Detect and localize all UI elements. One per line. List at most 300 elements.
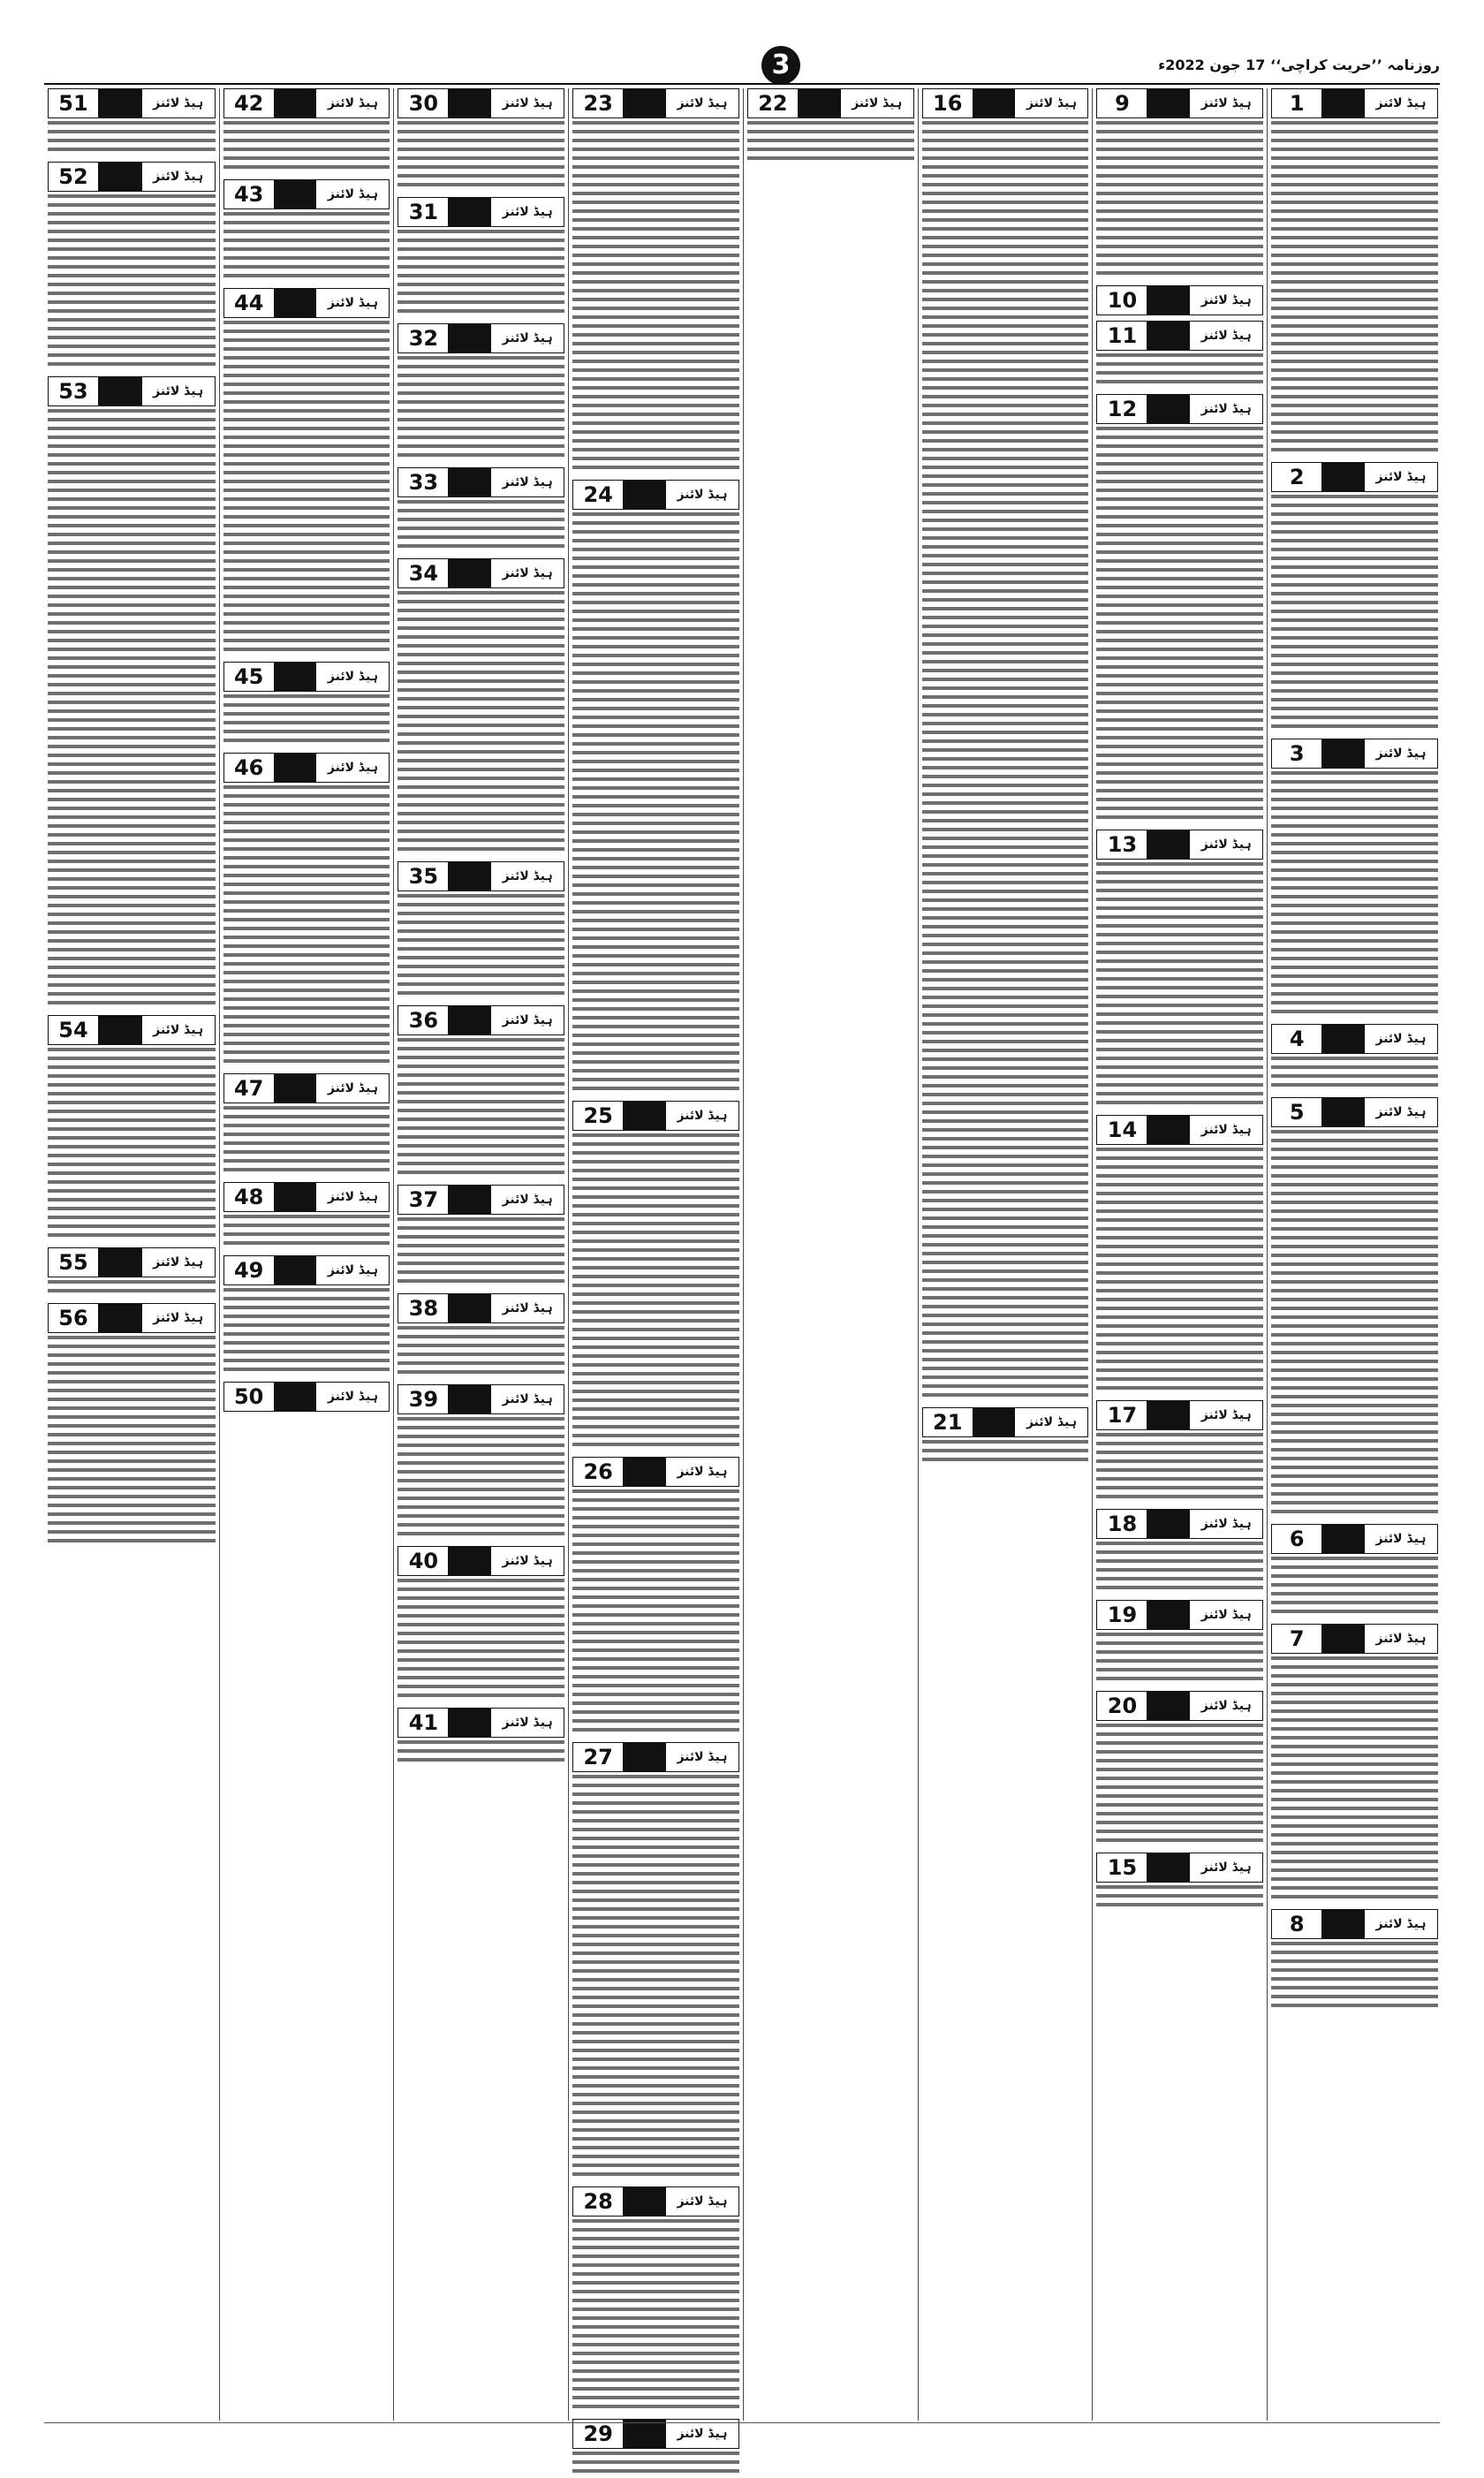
label-black-band — [973, 1408, 1016, 1436]
news-text-block — [747, 121, 914, 165]
headline-label: ہیڈ لائنز — [502, 1013, 553, 1027]
headline-label: ہیڈ لائنز — [677, 96, 728, 110]
news-item — [1096, 1691, 1263, 1847]
headline-label-bar — [1096, 1400, 1263, 1430]
headline-label-bar — [48, 1015, 216, 1045]
headline-label: ہیڈ لائنز — [1200, 329, 1252, 343]
headline-label-bar — [1096, 285, 1263, 315]
item-number: 38 — [408, 1296, 439, 1321]
news-text-block — [572, 2451, 739, 2478]
headline-label: ہیڈ لائنز — [1375, 470, 1427, 484]
label-black-band — [623, 89, 666, 117]
headline-label-bar — [1271, 1524, 1438, 1554]
news-item — [1096, 88, 1263, 280]
item-number: 33 — [408, 470, 439, 495]
news-column — [1092, 88, 1267, 2421]
news-text-block — [1271, 1130, 1438, 1519]
label-black-band — [1321, 463, 1365, 491]
item-number: 49 — [233, 1258, 264, 1283]
headline-label-bar — [1096, 394, 1263, 424]
headline-label-bar — [398, 1546, 564, 1576]
news-item — [1096, 1115, 1263, 1395]
label-black-band — [98, 1016, 142, 1044]
label-black-band — [1147, 830, 1190, 859]
headline-label: ہیڈ لائنز — [677, 488, 728, 502]
footer-rule — [44, 2422, 1440, 2423]
headline-label: ہیڈ لائنز — [502, 1392, 553, 1406]
headline-label: ہیڈ لائنز — [502, 331, 553, 345]
news-item — [1271, 1024, 1438, 1092]
news-item — [922, 1407, 1089, 1466]
news-item — [1271, 462, 1438, 733]
item-number: 12 — [1107, 397, 1138, 421]
headline-label: ہیڈ لائنز — [502, 1554, 553, 1568]
headline-label-bar — [398, 467, 564, 497]
item-number: 17 — [1107, 1403, 1138, 1428]
label-black-band — [1321, 1525, 1365, 1553]
item-number: 19 — [1107, 1603, 1138, 1627]
label-black-band — [1321, 739, 1365, 768]
news-text-block — [1096, 1885, 1263, 1912]
headline-label-bar — [223, 179, 390, 209]
news-item — [1271, 1624, 1438, 1904]
news-item — [223, 1382, 390, 1412]
label-black-band — [1147, 1116, 1190, 1144]
news-text-block — [398, 1417, 564, 1541]
news-item — [1096, 285, 1263, 315]
item-number: 39 — [408, 1387, 439, 1412]
headline-label-bar — [1271, 1624, 1438, 1654]
headline-label: ہیڈ لائنز — [327, 761, 378, 775]
headline-label-bar — [223, 1255, 390, 1285]
headline-label-bar — [922, 1407, 1089, 1437]
label-black-band — [1147, 1853, 1190, 1882]
news-text-block — [1096, 353, 1263, 389]
headline-label: ہیڈ لائنز — [153, 1255, 204, 1269]
news-item — [398, 467, 564, 553]
news-text-block — [398, 1740, 564, 1767]
item-number: 7 — [1289, 1626, 1305, 1651]
headline-label: ہیڈ لائنز — [677, 2194, 728, 2209]
headline-label-bar — [1096, 1853, 1263, 1883]
headline-label-bar — [922, 88, 1089, 118]
headline-label-bar — [1271, 88, 1438, 118]
headline-label: ہیڈ لائنز — [327, 1263, 378, 1277]
headline-label: ہیڈ لائنز — [1200, 293, 1252, 307]
news-item — [1096, 321, 1263, 389]
headline-label-bar — [48, 162, 216, 192]
headline-label: ہیڈ لائنز — [1200, 96, 1252, 110]
item-number: 22 — [758, 91, 788, 116]
headline-label-bar — [1096, 1691, 1263, 1721]
headline-label-bar — [223, 1182, 390, 1212]
item-number: 41 — [408, 1710, 439, 1735]
masthead-title: روزنامہ ’’حریت کراچی‘‘ 17 جون 2022ء — [1158, 57, 1440, 73]
item-number: 26 — [583, 1459, 613, 1484]
news-text-block — [1271, 1557, 1438, 1618]
label-black-band — [274, 89, 317, 117]
headline-label: ہیڈ لائنز — [327, 1190, 378, 1204]
news-item — [48, 1015, 216, 1242]
news-text-block — [398, 356, 564, 462]
item-number: 8 — [1289, 1912, 1305, 1936]
news-item — [572, 480, 739, 1095]
headline-label: ہیڈ لائنز — [502, 205, 553, 219]
item-number: 13 — [1107, 832, 1138, 857]
headline-label: ہیڈ لائنز — [327, 187, 378, 201]
label-black-band — [448, 198, 491, 226]
headline-label-bar — [572, 2186, 739, 2217]
news-text-block — [1271, 121, 1438, 457]
headline-label-bar — [1096, 830, 1263, 860]
news-text-block — [1096, 862, 1263, 1110]
item-number: 10 — [1107, 288, 1138, 313]
news-item — [922, 88, 1089, 1402]
news-item — [48, 162, 216, 371]
news-item — [223, 288, 390, 656]
news-text-block — [223, 212, 390, 283]
news-text-block — [223, 1215, 390, 1250]
headline-label-bar — [48, 1303, 216, 1333]
news-item — [223, 88, 390, 174]
label-black-band — [448, 1294, 491, 1322]
label-black-band — [274, 1256, 317, 1284]
news-item — [223, 1255, 390, 1376]
news-item — [398, 1708, 564, 1767]
item-number: 6 — [1289, 1527, 1305, 1551]
headline-label: ہیڈ لائنز — [327, 1081, 378, 1095]
news-item — [223, 1182, 390, 1250]
label-black-band — [623, 481, 666, 509]
news-item — [572, 1457, 739, 1737]
item-number: 54 — [58, 1018, 88, 1042]
item-number: 32 — [408, 326, 439, 351]
label-black-band — [1147, 286, 1190, 314]
headline-label: ہیڈ لائنز — [1200, 402, 1252, 416]
item-number: 16 — [933, 91, 963, 116]
headline-label: ہیڈ لائنز — [502, 869, 553, 883]
news-item — [223, 179, 390, 283]
label-black-band — [98, 1304, 142, 1332]
item-number: 37 — [408, 1187, 439, 1212]
news-item — [1271, 1524, 1438, 1618]
item-number: 47 — [233, 1076, 264, 1101]
item-number: 25 — [583, 1103, 613, 1128]
headline-label: ہیڈ لائنز — [502, 1193, 553, 1207]
label-black-band — [1147, 1601, 1190, 1629]
news-item — [48, 88, 216, 156]
headline-label: ہیڈ لائنز — [1375, 1532, 1427, 1546]
news-text-block — [1271, 495, 1438, 733]
item-number: 4 — [1289, 1027, 1305, 1051]
item-number: 3 — [1289, 741, 1305, 766]
news-item — [398, 1185, 564, 1288]
news-item — [1271, 739, 1438, 1019]
headline-label-bar — [398, 88, 564, 118]
news-text-block — [223, 1106, 390, 1177]
news-text-block — [1271, 1057, 1438, 1092]
news-column — [44, 88, 219, 2421]
label-black-band — [623, 1102, 666, 1130]
item-number: 48 — [233, 1185, 264, 1209]
news-text-block — [922, 1440, 1089, 1466]
item-number: 29 — [583, 2421, 613, 2446]
news-text-block — [48, 409, 216, 1010]
news-item — [398, 323, 564, 462]
news-text-block — [48, 1048, 216, 1242]
headline-label: ہیڈ لائنز — [1375, 1632, 1427, 1646]
headline-label: ہیڈ لائنز — [502, 475, 553, 489]
news-text-block — [1271, 771, 1438, 1019]
headline-label-bar — [1271, 739, 1438, 769]
headline-label-bar — [572, 88, 739, 118]
label-black-band — [448, 1006, 491, 1034]
label-black-band — [623, 1743, 666, 1771]
news-item — [572, 88, 739, 474]
news-text-block — [398, 1326, 564, 1379]
news-item — [1096, 394, 1263, 824]
label-black-band — [274, 289, 317, 317]
headline-label-bar — [398, 323, 564, 353]
news-text-block — [223, 121, 390, 174]
news-text-block — [223, 1288, 390, 1376]
headline-label-bar — [572, 480, 739, 510]
news-item — [398, 1293, 564, 1379]
item-number: 2 — [1289, 465, 1305, 489]
label-black-band — [98, 377, 142, 405]
headline-label-bar — [1271, 1097, 1438, 1127]
label-black-band — [798, 89, 841, 117]
news-text-block — [1096, 121, 1263, 280]
item-number: 36 — [408, 1008, 439, 1033]
headline-label: ہیڈ لائنز — [153, 384, 204, 398]
label-black-band — [1321, 89, 1365, 117]
headline-label: ہیڈ لائنز — [1026, 96, 1077, 110]
headline-label: ہیڈ لائنز — [1026, 1415, 1077, 1429]
item-number: 31 — [408, 200, 439, 224]
item-number: 45 — [233, 664, 264, 689]
news-text-block — [1271, 1942, 1438, 2012]
label-black-band — [274, 1074, 317, 1103]
news-item — [1271, 1097, 1438, 1519]
label-black-band — [973, 89, 1016, 117]
headline-label-bar — [398, 1384, 564, 1414]
headline-label-bar — [398, 1293, 564, 1323]
item-number: 51 — [58, 91, 88, 116]
news-item — [48, 376, 216, 1010]
item-number: 24 — [583, 482, 613, 507]
headline-label: ہیڈ لائنز — [1200, 837, 1252, 852]
headline-label-bar — [572, 1742, 739, 1772]
item-number: 44 — [233, 291, 264, 315]
headline-label-bar — [48, 376, 216, 406]
label-black-band — [623, 2420, 666, 2448]
headline-label-bar — [1271, 462, 1438, 492]
news-text-block — [398, 1579, 564, 1702]
label-black-band — [1147, 322, 1190, 350]
label-black-band — [1321, 1625, 1365, 1653]
label-black-band — [448, 1547, 491, 1575]
item-number: 28 — [583, 2189, 613, 2214]
label-black-band — [1321, 1098, 1365, 1126]
news-text-block — [398, 894, 564, 1000]
headline-label-bar — [223, 1073, 390, 1103]
headline-label: ہیڈ لائنز — [1200, 1517, 1252, 1531]
headline-label-bar — [1096, 1509, 1263, 1539]
label-black-band — [1147, 1401, 1190, 1429]
label-black-band — [448, 1186, 491, 1214]
news-item — [1096, 1400, 1263, 1504]
item-number: 34 — [408, 561, 439, 586]
headline-label-bar — [572, 1457, 739, 1487]
label-black-band — [1147, 395, 1190, 423]
news-text-block — [1096, 1433, 1263, 1504]
news-text-block — [223, 321, 390, 656]
news-item — [223, 662, 390, 747]
news-item — [398, 1384, 564, 1541]
headline-label: ہیڈ لائنز — [153, 96, 204, 110]
headline-label: ہیڈ لائنز — [502, 96, 553, 110]
headline-label-bar — [223, 88, 390, 118]
item-number: 50 — [233, 1384, 264, 1409]
label-black-band — [98, 89, 142, 117]
label-black-band — [274, 1183, 317, 1211]
item-number: 1 — [1289, 91, 1305, 116]
headline-label-bar — [398, 197, 564, 227]
news-text-block — [1096, 1148, 1263, 1395]
headline-label-bar — [1096, 1115, 1263, 1145]
news-text-block — [48, 1336, 216, 1548]
item-number: 5 — [1289, 1100, 1305, 1125]
label-black-band — [274, 663, 317, 691]
news-item — [1096, 1853, 1263, 1912]
news-text-block — [1271, 1656, 1438, 1904]
news-text-block — [572, 1489, 739, 1737]
item-number: 21 — [933, 1410, 963, 1435]
headline-label-bar — [572, 1101, 739, 1131]
label-black-band — [274, 1383, 317, 1411]
item-number: 18 — [1107, 1512, 1138, 1536]
item-number: 27 — [583, 1745, 613, 1769]
label-black-band — [448, 559, 491, 587]
label-black-band — [448, 324, 491, 352]
news-text-block — [572, 121, 739, 474]
news-column — [568, 88, 743, 2446]
headline-label: ہیڈ لائنز — [502, 1301, 553, 1315]
item-number: 20 — [1107, 1694, 1138, 1718]
headline-label: ہیڈ لائنز — [852, 96, 903, 110]
headline-label: ہیڈ لائنز — [677, 2427, 728, 2441]
label-black-band — [448, 89, 491, 117]
item-number: 43 — [233, 182, 264, 207]
headline-label-bar — [48, 1247, 216, 1277]
label-black-band — [98, 163, 142, 191]
news-item — [1096, 1600, 1263, 1686]
headline-label-bar — [398, 1005, 564, 1035]
news-column — [1267, 88, 1442, 2421]
headline-label: ہیڈ لائنز — [502, 1716, 553, 1730]
headline-label: ہیڈ لائنز — [677, 1465, 728, 1479]
label-black-band — [1147, 1692, 1190, 1720]
headline-label: ہیڈ لائنز — [327, 670, 378, 684]
headline-label-bar — [1096, 321, 1263, 351]
label-black-band — [623, 1458, 666, 1486]
label-black-band — [274, 754, 317, 782]
headline-label: ہیڈ لائنز — [153, 1311, 204, 1325]
label-black-band — [1147, 89, 1190, 117]
news-text-block — [922, 121, 1089, 1402]
news-item — [1096, 830, 1263, 1110]
news-item — [1271, 88, 1438, 457]
headline-label: ہیڈ لائنز — [502, 566, 553, 580]
label-black-band — [274, 180, 317, 208]
headline-label-bar — [1271, 1909, 1438, 1939]
label-black-band — [448, 862, 491, 890]
news-item — [398, 1005, 564, 1179]
headline-label: ہیڈ لائنز — [1375, 96, 1427, 110]
label-black-band — [98, 1248, 142, 1277]
news-item — [572, 2419, 739, 2478]
headline-label-bar — [1096, 88, 1263, 118]
headline-label-bar — [223, 753, 390, 783]
news-column — [393, 88, 568, 2421]
item-number: 40 — [408, 1549, 439, 1573]
headline-label: ہیڈ لائنز — [1375, 1105, 1427, 1119]
item-number: 56 — [58, 1306, 88, 1330]
news-text-block — [398, 230, 564, 318]
item-number: 35 — [408, 864, 439, 889]
item-number: 15 — [1107, 1855, 1138, 1880]
item-number: 23 — [583, 91, 613, 116]
headline-label-bar — [398, 558, 564, 588]
item-number: 11 — [1107, 323, 1138, 348]
news-item — [223, 753, 390, 1068]
headline-label-bar — [223, 288, 390, 318]
news-text-block — [398, 1038, 564, 1179]
news-text-block — [398, 591, 564, 856]
news-item — [747, 88, 914, 165]
news-text-block — [48, 194, 216, 371]
headline-label-bar — [48, 88, 216, 118]
headline-label: ہیڈ لائنز — [153, 1023, 204, 1037]
item-number: 9 — [1115, 91, 1130, 116]
news-item — [572, 1742, 739, 2181]
headline-label: ہیڈ لائنز — [327, 296, 378, 310]
item-number: 30 — [408, 91, 439, 116]
news-item — [398, 88, 564, 192]
headline-label-bar — [747, 88, 914, 118]
label-black-band — [1321, 1025, 1365, 1053]
item-number: 46 — [233, 755, 264, 780]
headline-label: ہیڈ لائنز — [1375, 1917, 1427, 1931]
news-item — [398, 558, 564, 856]
news-text-block — [398, 121, 564, 192]
news-columns — [44, 88, 1442, 2446]
page-number: 3 — [761, 46, 800, 85]
news-text-block — [572, 2219, 739, 2414]
news-text-block — [223, 694, 390, 747]
news-text-block — [572, 1133, 739, 1451]
news-text-block — [572, 512, 739, 1095]
news-item — [398, 861, 564, 1000]
headline-label: ہیڈ لائنز — [1375, 746, 1427, 761]
headline-label-bar — [398, 861, 564, 891]
item-number: 55 — [58, 1250, 88, 1275]
news-text-block — [1096, 427, 1263, 824]
label-black-band — [1147, 1510, 1190, 1538]
label-black-band — [448, 468, 491, 496]
label-black-band — [448, 1709, 491, 1737]
